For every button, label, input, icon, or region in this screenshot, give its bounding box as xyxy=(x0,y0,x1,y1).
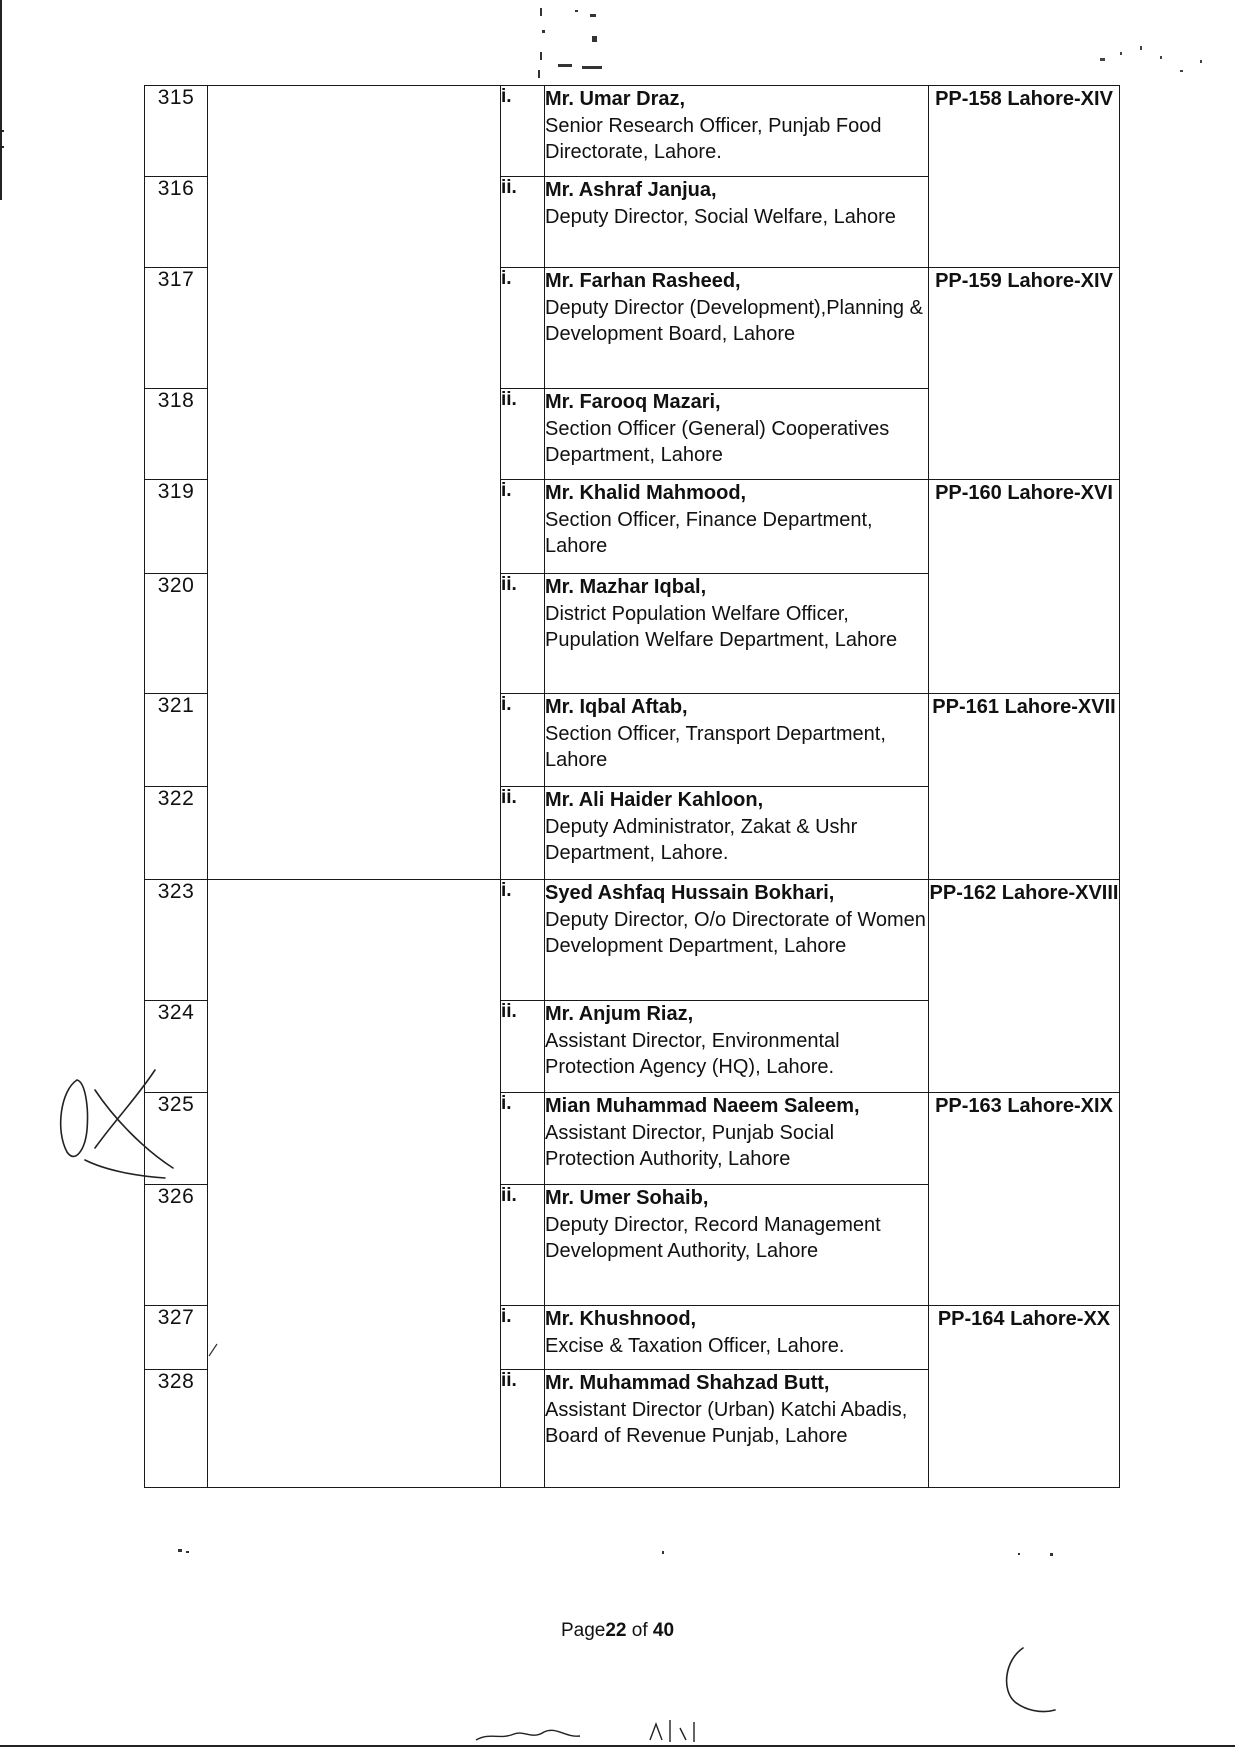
page-total: 40 xyxy=(652,1620,675,1641)
serial-number: 316 xyxy=(145,177,208,268)
constituency-cell: PP-163 Lahore-XIX xyxy=(929,1093,1120,1306)
officer-cell xyxy=(545,880,929,1001)
officer-name: Mr. Farhan Rasheed, xyxy=(545,270,741,292)
officer-cell xyxy=(545,1001,929,1093)
nomination-table xyxy=(144,85,1120,1488)
officer-cell xyxy=(545,268,929,389)
officer-designation: Deputy Director (Development),Planning & Development Board, Lahore xyxy=(545,296,923,345)
officer-designation: Senior Research Officer, Punjab Food Directorate, Lahore. xyxy=(545,114,882,163)
officer-name: Mr. Iqbal Aftab, xyxy=(545,696,688,718)
constituency-cell: PP-164 Lahore-XX xyxy=(929,1306,1120,1488)
constituency-cell: PP-161 Lahore-XVII xyxy=(929,694,1120,880)
officer-cell xyxy=(545,787,929,880)
officer-name: Mr. Anjum Riaz, xyxy=(545,1003,694,1025)
officer-designation: Deputy Director, Social Welfare, Lahore xyxy=(545,205,896,228)
serial-number: 319 xyxy=(145,480,208,574)
roman-numeral: i. xyxy=(501,1306,545,1370)
officer-designation: Section Officer (General) Cooperatives Department, Lahore xyxy=(545,417,890,466)
officer-name: Mian Muhammad Naeem Saleem, xyxy=(545,1095,860,1117)
pen-mark xyxy=(207,1342,219,1358)
roman-numeral: i. xyxy=(501,86,545,177)
serial-number: 317 xyxy=(145,268,208,389)
officer-name: Mr. Khushnood, xyxy=(545,1308,697,1330)
table-row xyxy=(145,880,1120,1001)
roman-numeral: i. xyxy=(501,694,545,787)
handwritten-initials xyxy=(55,1060,175,1180)
page-edge-rule xyxy=(0,0,2,200)
serial-number: 318 xyxy=(145,389,208,480)
officer-designation: Assistant Director, Environmental Protection Agency (HQ), Lahore. xyxy=(545,1029,840,1078)
officer-cell xyxy=(545,1093,929,1185)
roman-numeral: i. xyxy=(501,880,545,1001)
roman-numeral: ii. xyxy=(501,389,545,480)
serial-number: 326 xyxy=(145,1185,208,1306)
serial-number: 323 xyxy=(145,880,208,1001)
officer-designation: Section Officer, Transport Department, Lahore xyxy=(545,722,886,771)
officer-name: Mr. Umar Draz, xyxy=(545,88,686,110)
constituency-cell: PP-162 Lahore-XVIII xyxy=(929,880,1120,1093)
page-current: 22 xyxy=(605,1620,627,1641)
serial-number: 324 xyxy=(145,1001,208,1093)
serial-number: 315 xyxy=(145,86,208,177)
serial-number: 328 xyxy=(145,1370,208,1488)
page-of: of xyxy=(631,1620,648,1641)
officer-name: Mr. Umer Sohaib, xyxy=(545,1187,709,1209)
page-bottom-rule xyxy=(0,1745,1235,1747)
scan-speckle-bottom xyxy=(170,1545,1070,1565)
roman-numeral: i. xyxy=(501,268,545,389)
officer-name: Mr. Ali Haider Kahloon, xyxy=(545,789,764,811)
officer-designation: Assistant Director (Urban) Katchi Abadis, Board of Revenue Punjab, Lahore xyxy=(545,1398,908,1447)
officer-cell xyxy=(545,574,929,694)
officer-cell xyxy=(545,1370,929,1488)
officer-cell xyxy=(545,480,929,574)
roman-numeral: ii. xyxy=(501,1185,545,1306)
officer-cell xyxy=(545,177,929,268)
serial-number: 327 xyxy=(145,1306,208,1370)
roman-numeral: ii. xyxy=(501,1001,545,1093)
officer-designation: Assistant Director, Punjab Social Protection Authority, Lahore xyxy=(545,1121,835,1170)
roman-numeral: ii. xyxy=(501,1370,545,1488)
blank-column-block xyxy=(208,880,501,1488)
officer-cell xyxy=(545,86,929,177)
page-edge-marks xyxy=(0,130,4,148)
scan-speckle-top xyxy=(530,0,670,80)
constituency-cell: PP-158 Lahore-XIV xyxy=(929,86,1120,268)
roman-numeral: ii. xyxy=(501,787,545,880)
officer-name: Mr. Mazhar Iqbal, xyxy=(545,576,707,598)
roman-numeral: ii. xyxy=(501,177,545,268)
roman-numeral: i. xyxy=(501,480,545,574)
page-label: Page xyxy=(560,1620,606,1641)
officer-cell xyxy=(545,1306,929,1370)
blank-column-block xyxy=(208,86,501,880)
officer-name: Mr. Ashraf Janjua, xyxy=(545,179,717,201)
officer-designation: Deputy Director, O/o Directorate of Women Development Department, Lahore xyxy=(545,908,926,957)
officer-designation: Excise & Taxation Officer, Lahore. xyxy=(545,1334,845,1357)
officer-name: Mr. Khalid Mahmood, xyxy=(545,482,747,504)
serial-number: 325 xyxy=(145,1093,208,1185)
constituency-cell: PP-159 Lahore-XIV xyxy=(929,268,1120,480)
officer-cell xyxy=(545,389,929,480)
serial-number: 320 xyxy=(145,574,208,694)
officer-name: Syed Ashfaq Hussain Bokhari, xyxy=(545,882,835,904)
officer-name: Mr. Muhammad Shahzad Butt, xyxy=(545,1372,830,1394)
officer-name: Mr. Farooq Mazari, xyxy=(545,391,721,413)
serial-number: 321 xyxy=(145,694,208,787)
officer-designation: Deputy Director, Record Management Development Authority, Lahore xyxy=(545,1213,881,1262)
scan-speckle-right xyxy=(1090,40,1230,90)
page-number xyxy=(0,1620,1235,1642)
roman-numeral: ii. xyxy=(501,574,545,694)
officer-designation: Deputy Administrator, Zakat & Ushr Department, Lahore. xyxy=(545,815,858,864)
roman-numeral: i. xyxy=(501,1093,545,1185)
stamp-scribble xyxy=(470,1710,770,1746)
serial-number: 322 xyxy=(145,787,208,880)
officer-cell xyxy=(545,1185,929,1306)
constituency-cell: PP-160 Lahore-XVI xyxy=(929,480,1120,694)
handwritten-signature xyxy=(995,1640,1065,1720)
officer-cell xyxy=(545,694,929,787)
table-row xyxy=(145,86,1120,177)
officer-designation: District Population Welfare Officer, Pupulation Welfare Department, Lahore xyxy=(545,602,898,651)
officer-designation: Section Officer, Finance Department, Lahore xyxy=(545,508,873,557)
